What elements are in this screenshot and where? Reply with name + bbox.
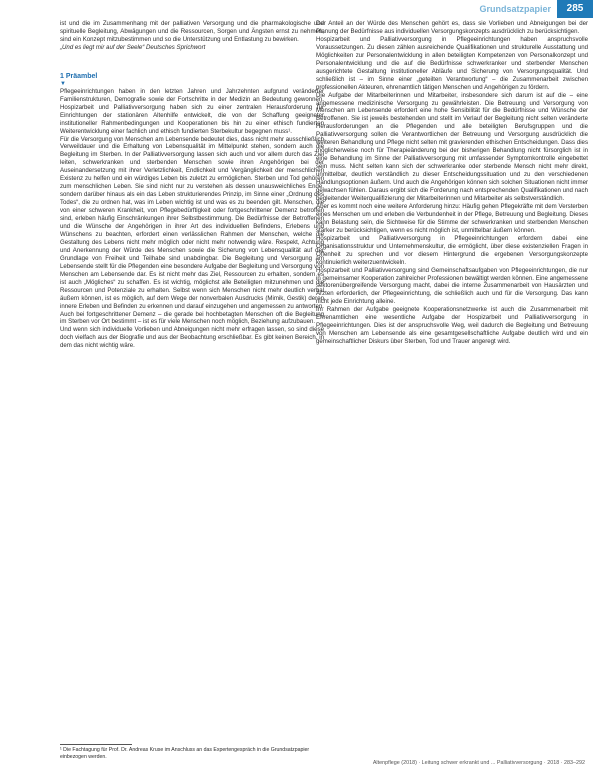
footnote: ¹ Die Fachtagung für Prof. Dr. Andreas Kruse im Anschluss an das Expertengespräch in die Grundsatzpapier einbezogen werden. (60, 747, 310, 760)
body-paragraph: Aber es kommt noch eine weitere Anforderung hinzu: Häufig gehen Pflegekräfte mit dem Versterben eines Menschen um und erleben die Verbundenheit in der Pflege, Betreuung und Begleitung. Dieses kann Belastung sein, die Sichtweise für die Stimme der schwerkranken und sterbenden Menschen stärker zu berücksichtigen, wenn es nicht möglich ist, unmittelbar äußern können. (316, 202, 588, 234)
section-heading: 1 Präambel (60, 72, 98, 80)
right-column (316, 20, 588, 346)
body-paragraph: Hospizarbeit und Palliativversorgung in Pflegeeinrichtungen haben anspruchsvolle Voraussetzungen. Zu diesen zählen ausreichende Qualifikationen und strukturelle Ausstattung und Möglichkeiten zur Personalentwicklung in allen beteiligten Kompetenzen von Personalkonzept und Personalentwicklung und die auf die Bedürfnisse schwerkranker und sterbender Menschen ausgerichtete Gestaltung institutioneller Abläufe und Sicherung von Versorgungsqualität. Und schließlich ist – im Sinne einer „geteilten Verantwortung“ – die Zusammenarbeit zwischen professionellen Akteuren, ehrenamtlich tätigen Menschen und Angehörigen zu fördern. (316, 35, 588, 91)
footnote-divider (60, 744, 132, 745)
left-column (60, 20, 324, 350)
page-footer: Altenpflege (2018) · Leitung schwer erkrankt und ... Palliativversorgung · 2018 · 283–292 (372, 760, 585, 766)
body-paragraph: Der Anteil an der Würde des Menschen gehört es, dass sie Vorlieben und Abneigungen bei der Planung der Bedürfnisse aus individuellen Versorgungskonzepts ausdrücklich zu berücksichtigen. (316, 20, 588, 35)
body-paragraph: Im Rahmen der Aufgabe geeignete Kooperationsnetzwerke ist auch die Zusammenarbeit mit Ehrenamtlichen eine wesentliche Aufgabe der Hospizarbeit und Palliativversorgung in Pflegeeinrichtungen. Dies ist der anspruchsvolle Weg, weil dadurch die Begleitung und Betreuung von Menschen am Lebensende als eine gesamtgesellschaftliche Aufgabe deutlich wird und ein gemeinschaftlicher Diskurs über Sterben, Tod und Trauer angeregt wird. (316, 306, 588, 346)
page-number: 285 (557, 0, 593, 18)
body-paragraph: Und wenn sich individuelle Vorlieben und Abneigungen nicht mehr erfragen lassen, so sind diese doch vielfach aus der Biografie und aus der Beobachtung erschließbar. Es gibt keinen Bereich, in dem das nicht wichtig wäre. (60, 326, 324, 350)
page-header (0, 0, 593, 18)
body-paragraph: Die Aufgabe der Mitarbeiterinnen und Mitarbeiter, insbesondere sich darum ist auf die – eine angemessene medizinische Versorgung zu gewährleisten. Die Betreuung und Versorgung von Menschen am Lebensende erfordert eine hohe Sensibilität für die Bedürfnisse und Wünsche der Betroffenen. Sie ist jeweils bestehenden und stellt im Verlauf der Begleitung nicht selten veränderte Herausforderungen an die Pflegenden und alle beteiligten Berufsgruppen und die Palliativversorgung sollen die Verantwortlichen der Betreuung und Versorgung ausdrücklich die weiteren Behandlung und Pflege nicht selten mit gravierenden ethischen Entscheidungen. Dass dies möglicherweise noch für Therapieänderung bei der bisherigen Behandlung nicht fürsorglich ist in eine Behandlung im Sinne der Palliativversorgung mit umfassender Symptomkontrolle eingebettet sein muss. Nicht selten kann sich der schwerkranke oder sterbende Mensch nicht mehr direkt, unmittelbar, deutlich verständlich zu dieser Entscheidungssituation und zu den verschiedenen Handlungsoptionen äußern. Und auch die Angehörigen können sich solchen Situationen nicht immer gewachsen fühlen. Daraus ergibt sich die Forderung nach entsprechenden Qualifikationen und nach begleitender Weiterqualifizierung der Mitarbeiterinnen und Mitarbeiter als selbstverständlich. (316, 91, 588, 202)
body-paragraph: Hospizarbeit und Palliativversorgung in Pflegeeinrichtungen erfordern dabei eine Organisationsstruktur und Unternehmenskultur, die ermöglicht, über diese existenziellen Fragen in Offenheit zu sprechen und vor diesem Hintergrund die ergebenen Versorgungskonzepte kontinuierlich weiterzuentwickeln. (316, 234, 588, 266)
body-paragraph: Pflegeeinrichtungen haben in den letzten Jahren und Jahrzehnten aufgrund veränderter Familienstrukturen, Demografie sowie der Fortschritte in der Medizin an Bedeutung gewonnen. Hospizarbeit und Palliativversorgung haben sich zu einer zentralen Herausforderung für Einrichtungen der stationären Altenhilfe entwickelt, die von der Schaffung geeigneter institutioneller Rahmenbedingungen und Kooperationen bis hin zu einer ethisch fundierten Weiterentwicklung einer fachlich und ethisch fundierten Sterbekultur begegnen muss¹. (60, 87, 324, 135)
section-marker-icon: ▼ (60, 80, 66, 87)
running-title: Grundsatzpapier (479, 4, 551, 14)
body-paragraph: Hospizarbeit und Palliativversorgung sind Gemeinschaftsaufgaben von Pflegeeinrichtungen, die nur in gemeinsamer Kooperation zahlreicher Professionen bewältigt werden können. Eine angemessene sektorenübergreifende Versorgung macht, dabei die interne Zusammenarbeit von Hausärzten und Ärzten erforderlich, der Pflegeeinrichtung, die schließlich auch und für die Versorgung. Das kann nicht jede Einrichtung alleine. (316, 266, 588, 306)
body-paragraph: Für die Versorgung von Menschen am Lebensende bedeutet dies, dass nicht mehr ausschließlich Verweildauer und die Erhaltung von Lebensqualität im Mittelpunkt stehen, sondern auch die Begleitung im Sterben. In der Palliativversorgung lassen sich auch und vor allem durch das Ziel leiten, schwerkranken und sterbenden Menschen sowie ihren Angehörigen bei der Auseinandersetzung mit ihrer Verletzlichkeit, Endlichkeit und Vergänglichkeit der menschlichen Existenz zu helfen und ein würdiges Leben bis zuletzt zu ermöglichen. Sterben und Tod gehören zum menschlichen Leben. Sie sind nicht nur zu verstehen als dessen unausweichliches Ende, sondern darüber hinaus als ein das Leben strukturierendes Prinzip, im Sinne einer „Ordnung des Todes“, die zu ordnen hat, was im Leben wichtig ist und was es zu beenden gilt. Menschen, die von einer schweren Krankheit, von Pflegebedürftigkeit oder fortgeschrittener Demenz betroffen sind, erleben häufig Einschränkungen ihrer Selbstbestimmung. Die Bedürfnisse der Betroffenen und die Wünsche der Angehörigen in ihrer Art des individuellen Befindens, Erlebens und Wünschens zu beachten, erfordert einen verlässlichen Rahmen der Menschen, welche die Gestaltung des Lebens nicht mehr möglich oder nicht mehr notwendig wäre. Respekt, Achtung und Anerkennung der Würde des Menschen sowie die Sicherung von Lebensqualität auf der Grundlage von Freiheit und Teilhabe sind unabdingbar. Die Begleitung und Versorgung am Lebensende stellt für die Pflegenden eine besondere Aufgabe der Begleitung und Versorgung von Menschen am Lebensende dar. Es ist nicht mehr das Ziel, Ressourcen zu erhalten, sondern es ist auch „Mögliches“ zu schaffen. Es ist wichtig, möglichst alle Beteiligten mitzunehmen und die Ressourcen und Potenziale zu erhalten. Selbst wenn sich Menschen nicht mehr deutlich verbal äußern können, ist es möglich, auf dem Wege der nonverbalen Ausdrucks (Mimik, Gestik) deren innere Erleben und Befinden zu erkennen und darauf einzugehen und angemessen zu antworten. Auch bei fortgeschrittener Demenz – die gerade bei hochbetagten Menschen oft die Begleitung im Sterben vor Ort bestimmt – ist es für viele Menschen noch möglich, Beziehung aufzubauen. (60, 135, 324, 326)
epigraph-quote: „Und es liegt mir auf der Seele“ Deutsches Sprichwort (60, 43, 206, 51)
intro-paragraph: ist und die im Zusammenhang mit der palliativen Versorgung und die pharmakologische und spirituelle Begleitung, Abwägungen und die Ressourcen, Sorgen und Ängsten ernst zu nehmen, sind ein Konzept mitzubestimmen und so die Unterstützung und Entlastung zu bewirken. (60, 20, 324, 43)
